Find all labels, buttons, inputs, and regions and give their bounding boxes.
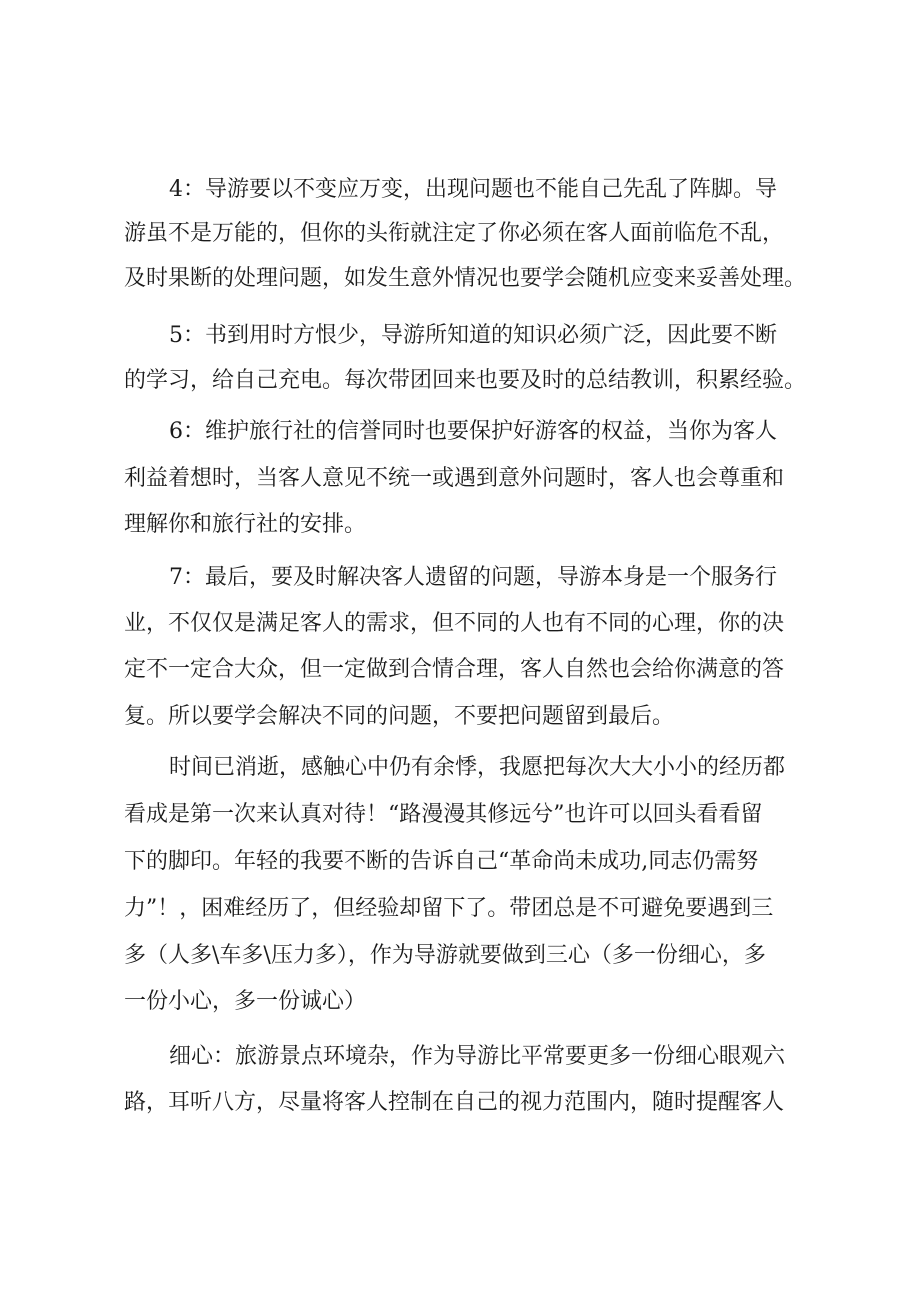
paragraph-6-line-2: 利益着想时，当客人意见不统一或遇到意外问题时，客人也会尊重和 bbox=[124, 466, 785, 491]
attentiveness-line-2: 路，耳听八方，尽量将客人控制在自己的视力范围内，随时提醒客人 bbox=[124, 1090, 785, 1115]
reflection-line-4: 力”！，困难经历了，但经验却留下了。带团总是不可避免要遇到三 bbox=[124, 896, 774, 921]
attentiveness-line-1: 细心：旅游景点环境杂，作为导游比平常要更多一份细心眼观六 bbox=[169, 1044, 786, 1069]
paragraph-4-line-2: 游虽不是万能的，但你的头衔就注定了你必须在客人面前临危不乱， bbox=[124, 221, 785, 246]
paragraph-6-line-3: 理解你和旅行社的安排。 bbox=[124, 512, 367, 537]
paragraph-7-line-3: 定不一定合大众，但一定做到合情合理，客人自然也会给你满意的答 bbox=[124, 657, 785, 682]
paragraph-4-line-3: 及时果断的处理问题，如发生意外情况也要学会随机应变来妥善处理。 bbox=[124, 266, 807, 291]
paragraph-7-line-2: 业，不仅仅是满足客人的需求，但不同的人也有不同的心理，你的决 bbox=[124, 611, 785, 636]
paragraph-6-line-1: 6：维护旅行社的信誉同时也要保护好游客的权益，当你为客人 bbox=[169, 419, 777, 444]
paragraph-7-line-1: 7：最后，要及时解决客人遗留的问题，导游本身是一个服务行 bbox=[169, 565, 777, 590]
reflection-line-5: 多（人多\车多\压力多），作为导游就要做到三心（多一份细心，多 bbox=[124, 943, 766, 968]
reflection-line-1: 时间已消逝，感触心中仍有余悸，我愿把每次大大小小的经历都 bbox=[169, 755, 786, 780]
reflection-line-2: 看成是第一次来认真对待！“路漫漫其修远兮”也许可以回头看看留 bbox=[124, 802, 763, 827]
reflection-line-6: 一份小心，多一份诚心） bbox=[124, 989, 367, 1014]
paragraph-5-line-1: 5：书到用时方恨少，导游所知道的知识必须广泛，因此要不断 bbox=[169, 323, 777, 348]
paragraph-5-line-2: 的学习，给自己充电。每次带团回来也要及时的总结教训，积累经验。 bbox=[124, 368, 807, 393]
reflection-line-3: 下的脚印。年轻的我要不断的告诉自己“革命尚未成功,同志仍需努 bbox=[124, 849, 759, 874]
paragraph-4-line-1: 4：导游要以不变应万变，出现问题也不能自己先乱了阵脚。导 bbox=[169, 177, 777, 202]
paragraph-7-line-4: 复。所以要学会解决不同的问题，不要把问题留到最后。 bbox=[124, 704, 675, 729]
